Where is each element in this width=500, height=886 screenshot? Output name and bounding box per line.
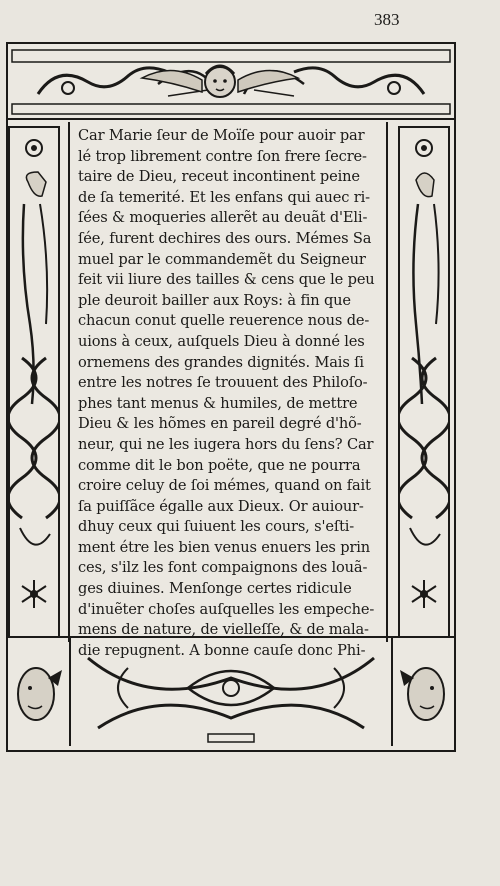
cherub-ornament-icon	[8, 44, 454, 118]
text-line: phes tant menus & humiles, de mettre	[78, 394, 358, 412]
top-ornament-band	[8, 44, 454, 120]
text-line: ſées & moqueries allerẽt au deuãt d'Eli-	[78, 209, 368, 227]
bottom-ornament-band	[8, 636, 454, 750]
text-line: muel par le commandemẽt du Seigneur	[78, 250, 366, 268]
figure-ornament-icon	[10, 128, 58, 636]
masks-ornament-icon	[8, 638, 454, 746]
text-line: neur, qui ne les iugera hors du ſens? Car	[78, 435, 374, 453]
text-line: entre les notres ſe trouuent des Philoſo-	[78, 374, 368, 392]
text-line: mens de nature, de vielleſſe, & de mala-	[78, 621, 369, 639]
text-line: dhuy ceux qui ſuiuent les cours, s'eſti-	[78, 518, 355, 536]
page-number: 383	[374, 10, 400, 29]
left-ornament-panel	[8, 126, 60, 638]
text-line: comme dit le bon poëte, que ne pourra	[78, 456, 361, 474]
figure-ornament-icon	[400, 128, 448, 636]
text-line: die repugnent. A bonne cauſe donc Phi-	[78, 641, 366, 659]
text-line: ſa puiſſãce égalle aux Dieux. Or auiour-	[78, 497, 364, 515]
text-line: croire celuy de ſoi mémes, quand on fait	[78, 477, 371, 495]
main-text-block	[68, 122, 388, 659]
text-line: ple deuroit bailler aux Roys: à fin que	[78, 291, 351, 309]
text-line: feit vii liure des tailles & cens que le peu	[78, 271, 375, 289]
right-ornament-panel	[398, 126, 450, 638]
text-line: ment étre les bien venus enuers les prin	[78, 538, 371, 556]
text-line: de ſa temerité. Et les enfans qui auec ri-	[78, 188, 370, 206]
text-line: ges diuines. Menſonge certes ridicule	[78, 580, 352, 598]
text-line: ornemens des grandes dignités. Mais ſi	[78, 353, 364, 371]
woodcut-border-frame	[6, 42, 456, 752]
text-line: Car Marie ſeur de Moïſe pour auoir par	[78, 127, 365, 144]
text-line: taire de Dieu, receut incontinent peine	[78, 168, 360, 186]
text-line: ſée, furent dechires des ours. Mémes Sa	[78, 229, 372, 247]
text-line: Dieu & les hõmes en pareil degré d'hõ-	[78, 415, 362, 433]
text-line: uions à ceux, auſquels Dieu à donné les	[78, 332, 365, 350]
text-line: d'inuẽter choſes auſquelles les empeche-	[78, 600, 375, 618]
text-line: ces, s'ilz les font compaignons des louã-	[78, 559, 368, 577]
text-line: lé trop librement contre ſon frere ſecre-	[78, 147, 367, 165]
text-line: chacun conut quelle reuerence nous de-	[78, 312, 370, 330]
